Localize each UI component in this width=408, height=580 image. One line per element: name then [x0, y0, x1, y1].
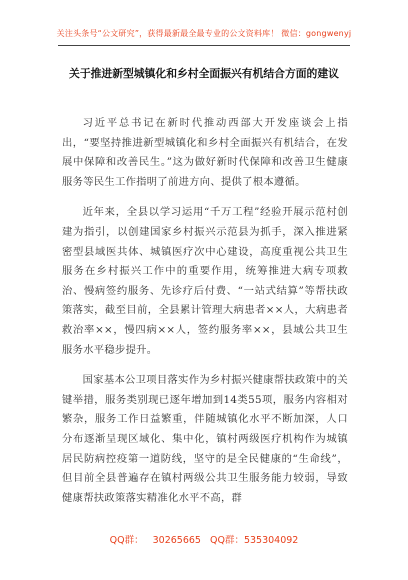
paragraph-2: 近年来，全县以学习运用“千万工程”经验开展示范村创建为指引，以创建国家乡村振兴示范县为抓手，深入推进紧密型县域医共体、城镇医疗次中心建设，高度重视公共卫生服务在乡村振兴工作中的重要作用，统筹推进大病专项救治、慢病签约服务、先诊疗后付费、“一站式结算”等帮扶政策落实，截至目前，全县累计管理大病患者××人，大病患者救治率××，慢四病××人，签约服务率××，县域公共卫生服务水平稳步提升。	[62, 206, 348, 356]
top-banner: 关注头条号“公文研究”，获得最新最全最专业的公文资料库！ 微信：gongwenyj	[56, 29, 352, 38]
footer-contact: QQ群： 30265665 QQ群：535304092	[109, 535, 299, 546]
paragraph-3: 国家基本公卫项目落实作为乡村振兴健康帮扶政策中的关键举措，服务类别现已逐年增加到14类55项，服务内容相对繁杂，服务工作日益繁重，伴随城镇化水平不断加深，人口分布逐渐呈现区域化、集中化，镇村两级医疗机构作为城镇居民防病控疫第一道防线，坚守的是全民健康的“生命线”，但目前全县普遍存在镇村两级公共卫生服务能力较弱，导致健康帮扶政策落实精准化水平不高，群	[62, 374, 348, 504]
header-rule	[58, 45, 350, 46]
paragraph-1: 习近平总书记在新时代推动西部大开发座谈会上指出，“要坚持推进新型城镇化和乡村全面振兴有机结合，在发展中保障和改善民生。”这为做好新时代保障和改善卫生健康服务等民生工作指明了前进方向、提供了根本遵循。	[62, 117, 348, 188]
document-body	[62, 114, 348, 519]
document-title: 关于推进新型城镇化和乡村全面振兴有机结合方面的建议	[69, 67, 339, 80]
